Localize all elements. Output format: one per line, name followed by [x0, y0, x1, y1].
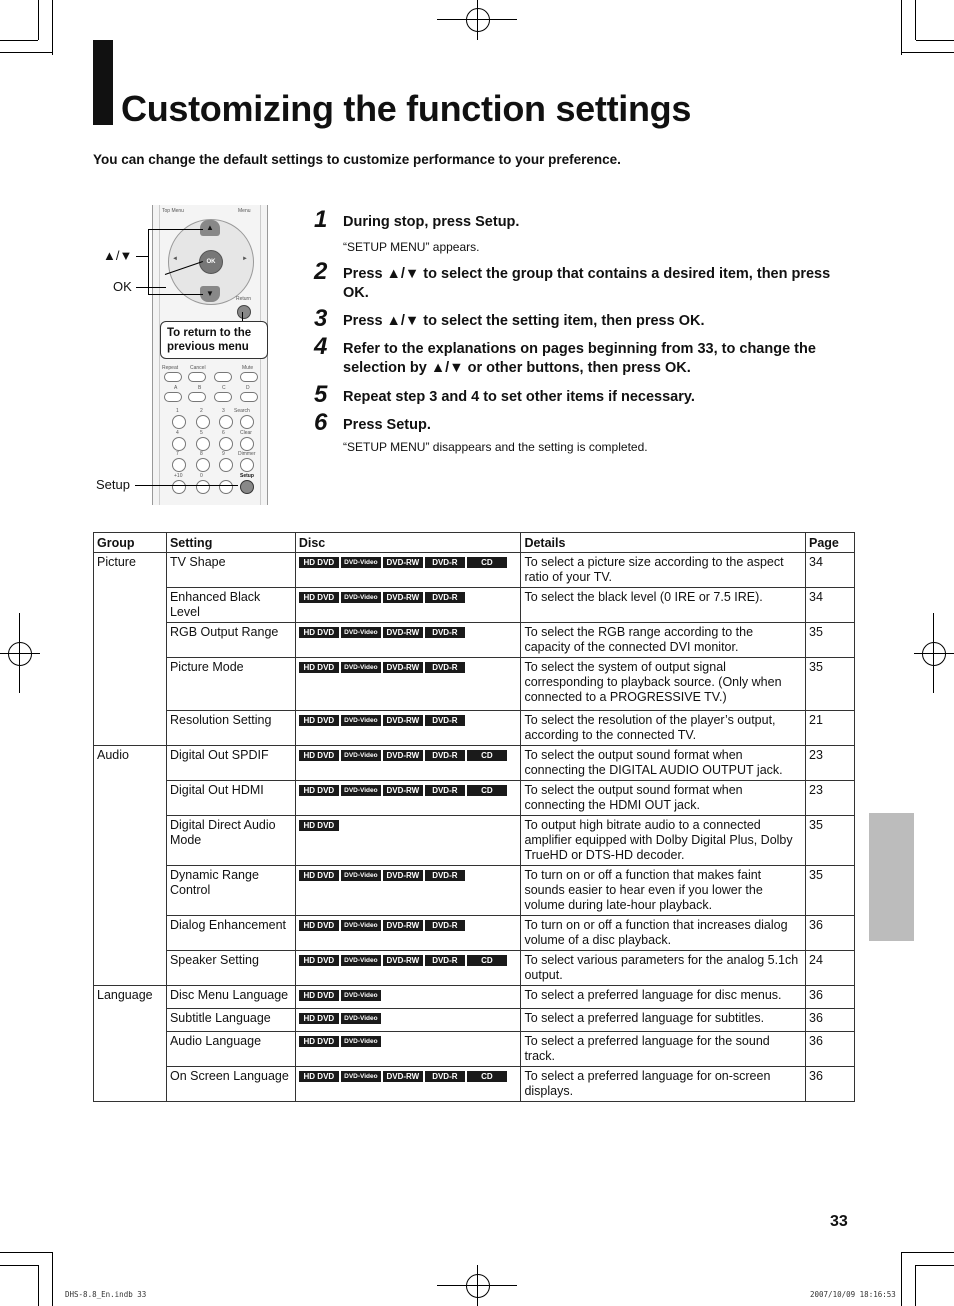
details-cell: To select a preferred language for disc menus.: [521, 986, 806, 1009]
details-cell: To select a preferred language for the sound track.: [521, 1032, 806, 1067]
table-row: [94, 1067, 855, 1102]
disc-badge-dvd-r: DVD-R: [425, 715, 465, 726]
setting-cell: TV Shape: [166, 553, 295, 588]
disc-cell: [295, 866, 521, 916]
remote-key-label: 8: [200, 451, 203, 457]
remote-key-icon: [240, 437, 254, 451]
page-cell: 21: [806, 711, 855, 746]
disc-badge-dvd-r: DVD-R: [425, 785, 465, 796]
disc-badge-hd-dvd: HD DVD: [299, 715, 339, 726]
crop-mark: [916, 40, 954, 41]
leader-line: [148, 294, 203, 295]
remote-key-icon: [172, 415, 186, 429]
disc-badge-dvd-video: DVD-Video: [341, 592, 381, 603]
remote-key-label: Repeat: [162, 365, 179, 371]
ok-label: OK: [113, 279, 132, 294]
table-row: [94, 658, 855, 711]
setting-cell: On Screen Language: [166, 1067, 295, 1102]
remote-key-label: Search: [234, 408, 250, 414]
details-cell: To output high bitrate audio to a connected amplifier equipped with Dolby Digital Plus, Dolby TrueHD or DTS-HD decoder.: [521, 816, 806, 866]
remote-key-icon: [196, 415, 210, 429]
table-row: [94, 986, 855, 1009]
table-row: [94, 553, 855, 588]
remote-key-icon: [214, 372, 232, 382]
disc-cell: [295, 711, 521, 746]
table-header-row: [94, 533, 855, 553]
disc-badge-dvd-rw: DVD-RW: [383, 592, 423, 603]
column-header: Details: [521, 533, 806, 553]
disc-badge-dvd-video: DVD-Video: [341, 662, 381, 673]
remote-key-label: +10: [174, 473, 183, 479]
crop-mark: [52, 1252, 53, 1306]
disc-cell: [295, 1032, 521, 1067]
disc-badge-dvd-video: DVD-Video: [341, 557, 381, 568]
page-cell: 35: [806, 623, 855, 658]
settings-table: [93, 532, 855, 1102]
disc-cell: [295, 1009, 521, 1032]
disc-badge-dvd-r: DVD-R: [425, 1071, 465, 1082]
disc-badge-dvd-rw: DVD-RW: [383, 715, 423, 726]
setting-cell: Digital Direct Audio Mode: [166, 816, 295, 866]
disc-cell: [295, 816, 521, 866]
remote-key-icon: [214, 392, 232, 402]
remote-key-icon: [219, 415, 233, 429]
setting-cell: Picture Mode: [166, 658, 295, 711]
remote-key-label: B: [198, 385, 202, 391]
setting-cell: Subtitle Language: [166, 1009, 295, 1032]
crop-mark: [477, 0, 478, 40]
step-text: Press ▲/▼ to select the setting item, then press OK.: [343, 313, 705, 329]
page-number: 33: [830, 1213, 848, 1230]
crop-mark: [916, 1265, 954, 1266]
disc-badge-dvd-rw: DVD-RW: [383, 557, 423, 568]
disc-badge-dvd-rw: DVD-RW: [383, 1071, 423, 1082]
remote-key-label: 1: [176, 408, 179, 414]
disc-cell: [295, 746, 521, 781]
disc-badge-dvd-video: DVD-Video: [341, 1013, 381, 1024]
disc-cell: [295, 623, 521, 658]
step-number: 4: [314, 333, 328, 360]
disc-badge-dvd-rw: DVD-RW: [383, 785, 423, 796]
crop-mark: [0, 1252, 52, 1253]
setting-cell: Dialog Enhancement: [166, 916, 295, 951]
setting-cell: Digital Out SPDIF: [166, 746, 295, 781]
leader-line: [135, 485, 238, 486]
setting-cell: Enhanced Black Level: [166, 588, 295, 623]
remote-key-icon: [188, 372, 206, 382]
remote-key-label: 7: [176, 451, 179, 457]
step-number: 1: [314, 206, 328, 233]
remote-key-label: Return: [236, 296, 252, 302]
disc-badge-dvd-video: DVD-Video: [341, 715, 381, 726]
disc-badge-dvd-rw: DVD-RW: [383, 627, 423, 638]
disc-cell: [295, 951, 521, 986]
remote-key-label: Dimmer: [238, 451, 256, 457]
crop-mark: [52, 0, 53, 55]
crop-mark: [901, 0, 902, 55]
crop-mark: [933, 613, 934, 693]
step-number: 6: [314, 409, 328, 436]
title-bar: [93, 40, 113, 125]
disc-badge-cd: CD: [467, 1071, 507, 1082]
details-cell: To select the RGB range according to the capacity of the connected DVI monitor.: [521, 623, 806, 658]
table-row: [94, 1009, 855, 1032]
page-cell: 23: [806, 781, 855, 816]
disc-badge-dvd-video: DVD-Video: [341, 920, 381, 931]
table-row: [94, 951, 855, 986]
page-cell: 36: [806, 1009, 855, 1032]
footer-timestamp: 2007/10/09 18:16:53: [810, 1290, 896, 1299]
crop-mark: [0, 52, 52, 53]
disc-cell: [295, 658, 521, 711]
updown-label: ▲/▼: [103, 248, 133, 263]
registration-mark-icon: [466, 1274, 490, 1298]
disc-badge-hd-dvd: HD DVD: [299, 662, 339, 673]
crop-mark: [915, 0, 916, 40]
disc-badge-dvd-r: DVD-R: [425, 662, 465, 673]
setting-cell: Disc Menu Language: [166, 986, 295, 1009]
remote-key-icon: [240, 458, 254, 472]
disc-badge-hd-dvd: HD DVD: [299, 557, 339, 568]
leader-line: [148, 229, 149, 295]
setting-cell: Audio Language: [166, 1032, 295, 1067]
details-cell: To select the black level (0 IRE or 7.5 IRE).: [521, 588, 806, 623]
remote-key-icon: [240, 372, 258, 382]
disc-badge-hd-dvd: HD DVD: [299, 990, 339, 1001]
remote-key-label: Cancel: [190, 365, 206, 371]
page-cell: 36: [806, 986, 855, 1009]
page-cell: 36: [806, 1032, 855, 1067]
details-cell: To select the output sound format when connecting the HDMI OUT jack.: [521, 781, 806, 816]
step-note: “SETUP MENU” disappears and the setting is completed.: [343, 440, 648, 454]
disc-badge-dvd-rw: DVD-RW: [383, 870, 423, 881]
page-cell: 34: [806, 553, 855, 588]
leader-line: [136, 287, 166, 288]
remote-key-icon: [219, 437, 233, 451]
remote-key-label: C: [222, 385, 226, 391]
remote-key-label: 6: [222, 430, 225, 436]
column-header: Setting: [166, 533, 295, 553]
remote-key-icon: [172, 480, 186, 494]
footer-file-info: DHS-8.8_En.indb 33: [65, 1290, 147, 1299]
step-text: During stop, press Setup.: [343, 214, 520, 230]
setup-label: Setup: [96, 477, 130, 492]
leader-line: [148, 229, 203, 230]
disc-badge-dvd-video: DVD-Video: [341, 990, 381, 1001]
remote-key-icon: [188, 392, 206, 402]
remote-key-label: Menu: [238, 208, 251, 214]
remote-key-label: 2: [200, 408, 203, 414]
details-cell: To select the output sound format when connecting the DIGITAL AUDIO OUTPUT jack.: [521, 746, 806, 781]
registration-mark-icon: [922, 642, 946, 666]
remote-key-label: Clear: [240, 430, 252, 436]
page-cell: 36: [806, 916, 855, 951]
step-number: 2: [314, 258, 328, 285]
disc-badge-hd-dvd: HD DVD: [299, 1071, 339, 1082]
disc-badge-dvd-r: DVD-R: [425, 920, 465, 931]
remote-key-icon: [196, 480, 210, 494]
remote-key-label: Setup: [240, 473, 254, 479]
disc-badge-dvd-r: DVD-R: [425, 750, 465, 761]
remote-key-icon: [196, 458, 210, 472]
disc-badge-cd: CD: [467, 955, 507, 966]
step-text: Press ▲/▼ to select the group that contains a desired item, then press OK.: [343, 266, 831, 301]
disc-badge-dvd-rw: DVD-RW: [383, 750, 423, 761]
disc-badge-hd-dvd: HD DVD: [299, 627, 339, 638]
page-cell: 35: [806, 816, 855, 866]
table-row: [94, 781, 855, 816]
disc-badge-cd: CD: [467, 557, 507, 568]
step-number: 3: [314, 305, 328, 332]
disc-badge-hd-dvd: HD DVD: [299, 785, 339, 796]
details-cell: To select a preferred language for subtitles.: [521, 1009, 806, 1032]
disc-badge-dvd-r: DVD-R: [425, 557, 465, 568]
remote-key-label: A: [174, 385, 178, 391]
remote-key-icon: [164, 392, 182, 402]
disc-badge-hd-dvd: HD DVD: [299, 820, 339, 831]
disc-badge-dvd-rw: DVD-RW: [383, 920, 423, 931]
disc-badge-hd-dvd: HD DVD: [299, 1013, 339, 1024]
table-row: [94, 623, 855, 658]
registration-mark-icon: [8, 642, 32, 666]
remote-key-icon: [240, 392, 258, 402]
remote-key-icon: [172, 437, 186, 451]
column-header: Group: [94, 533, 167, 553]
step-text: Refer to the explanations on pages beginning from 33, to change the selection by ▲/▼ or other buttons, then press OK.: [343, 341, 816, 376]
group-cell: Language: [94, 986, 167, 1102]
disc-badge-dvd-r: DVD-R: [425, 592, 465, 603]
crop-mark: [38, 0, 39, 40]
remote-key-label: 9: [222, 451, 225, 457]
crop-mark: [19, 613, 20, 693]
disc-badge-dvd-r: DVD-R: [425, 870, 465, 881]
details-cell: To select various parameters for the analog 5.1ch output.: [521, 951, 806, 986]
crop-mark: [901, 1252, 954, 1253]
disc-cell: [295, 1067, 521, 1102]
disc-badge-dvd-video: DVD-Video: [341, 627, 381, 638]
page-cell: 23: [806, 746, 855, 781]
table-row: [94, 816, 855, 866]
disc-badge-dvd-video: DVD-Video: [341, 870, 381, 881]
remote-key-label: 3: [222, 408, 225, 414]
setting-cell: RGB Output Range: [166, 623, 295, 658]
details-cell: To select the system of output signal corresponding to playback source. (Only when connected to a PROGRESSIVE TV.): [521, 658, 806, 711]
remote-key-label: Top Menu: [162, 208, 184, 214]
remote-key-icon: [219, 458, 233, 472]
step-number: 5: [314, 381, 328, 408]
crop-mark: [915, 1265, 916, 1306]
table-row: [94, 746, 855, 781]
table-row: [94, 588, 855, 623]
remote-key-icon: [172, 458, 186, 472]
remote-key-icon: [240, 415, 254, 429]
disc-cell: [295, 553, 521, 588]
setting-cell: Speaker Setting: [166, 951, 295, 986]
disc-badge-dvd-video: DVD-Video: [341, 1036, 381, 1047]
page-title: Customizing the function settings: [121, 88, 692, 129]
left-arrow-icon: ◄: [172, 256, 178, 262]
disc-badge-cd: CD: [467, 785, 507, 796]
registration-mark-icon: [466, 8, 490, 32]
disc-badge-hd-dvd: HD DVD: [299, 1036, 339, 1047]
setup-key-icon: [240, 480, 254, 494]
disc-badge-dvd-video: DVD-Video: [341, 750, 381, 761]
details-cell: To turn on or off a function that makes faint sounds easier to hear even if you lower the volume during late-hour playback.: [521, 866, 806, 916]
down-arrow-icon: ▼: [200, 286, 220, 302]
details-cell: To select the resolution of the player’s output, according to the connected TV.: [521, 711, 806, 746]
section-side-tab: [869, 813, 914, 941]
setting-cell: Digital Out HDMI: [166, 781, 295, 816]
disc-badge-dvd-video: DVD-Video: [341, 955, 381, 966]
right-arrow-icon: ►: [242, 256, 248, 262]
details-cell: To select a preferred language for on-screen displays.: [521, 1067, 806, 1102]
disc-cell: [295, 588, 521, 623]
remote-key-label: Mute: [242, 365, 254, 371]
remote-key-label: 4: [176, 430, 179, 436]
crop-mark: [0, 40, 38, 41]
disc-badge-dvd-rw: DVD-RW: [383, 955, 423, 966]
page-cell: 36: [806, 1067, 855, 1102]
leader-line: [136, 256, 148, 257]
step-text: Press Setup.: [343, 417, 431, 433]
crop-mark: [477, 1265, 478, 1306]
step-note: “SETUP MENU” appears.: [343, 240, 480, 254]
remote-key-label: 5: [200, 430, 203, 436]
disc-badge-dvd-video: DVD-Video: [341, 785, 381, 796]
crop-mark: [0, 1265, 38, 1266]
page-cell: 35: [806, 866, 855, 916]
details-cell: To turn on or off a function that increases dialog volume of a disc playback.: [521, 916, 806, 951]
details-cell: To select a picture size according to the aspect ratio of your TV.: [521, 553, 806, 588]
leader-line: [242, 312, 243, 321]
table-row: [94, 916, 855, 951]
remote-key-icon: [219, 480, 233, 494]
crop-mark: [38, 1265, 39, 1306]
step-text: Repeat step 3 and 4 to set other items if necessary.: [343, 389, 695, 405]
disc-badge-hd-dvd: HD DVD: [299, 920, 339, 931]
column-header: Disc: [295, 533, 521, 553]
disc-badge-hd-dvd: HD DVD: [299, 592, 339, 603]
group-cell: Audio: [94, 746, 167, 986]
disc-cell: [295, 986, 521, 1009]
disc-badge-dvd-rw: DVD-RW: [383, 662, 423, 673]
return-callout: To return to the previous menu: [160, 321, 268, 359]
page-subtitle: You can change the default settings to customize performance to your preference.: [93, 152, 621, 167]
table-row: [94, 866, 855, 916]
remote-key-label: 0: [200, 473, 203, 479]
remote-key-label: D: [246, 385, 250, 391]
disc-cell: [295, 781, 521, 816]
remote-key-icon: [164, 372, 182, 382]
remote-key-icon: [196, 437, 210, 451]
group-cell: Picture: [94, 553, 167, 746]
disc-badge-dvd-r: DVD-R: [425, 627, 465, 638]
disc-cell: [295, 916, 521, 951]
page-cell: 34: [806, 588, 855, 623]
return-key-icon: [237, 305, 251, 319]
disc-badge-hd-dvd: HD DVD: [299, 750, 339, 761]
disc-badge-dvd-video: DVD-Video: [341, 1071, 381, 1082]
disc-badge-cd: CD: [467, 750, 507, 761]
disc-badge-dvd-r: DVD-R: [425, 955, 465, 966]
crop-mark: [0, 653, 40, 654]
disc-badge-hd-dvd: HD DVD: [299, 955, 339, 966]
disc-badge-hd-dvd: HD DVD: [299, 870, 339, 881]
column-header: Page: [806, 533, 855, 553]
table-row: [94, 711, 855, 746]
crop-mark: [901, 1252, 902, 1306]
setting-cell: Dynamic Range Control: [166, 866, 295, 916]
table-row: [94, 1032, 855, 1067]
ok-button-icon: OK: [199, 250, 223, 274]
page-cell: 35: [806, 658, 855, 711]
up-arrow-icon: ▲: [200, 220, 220, 236]
crop-mark: [901, 52, 954, 53]
crop-mark: [914, 653, 954, 654]
page-cell: 24: [806, 951, 855, 986]
setting-cell: Resolution Setting: [166, 711, 295, 746]
